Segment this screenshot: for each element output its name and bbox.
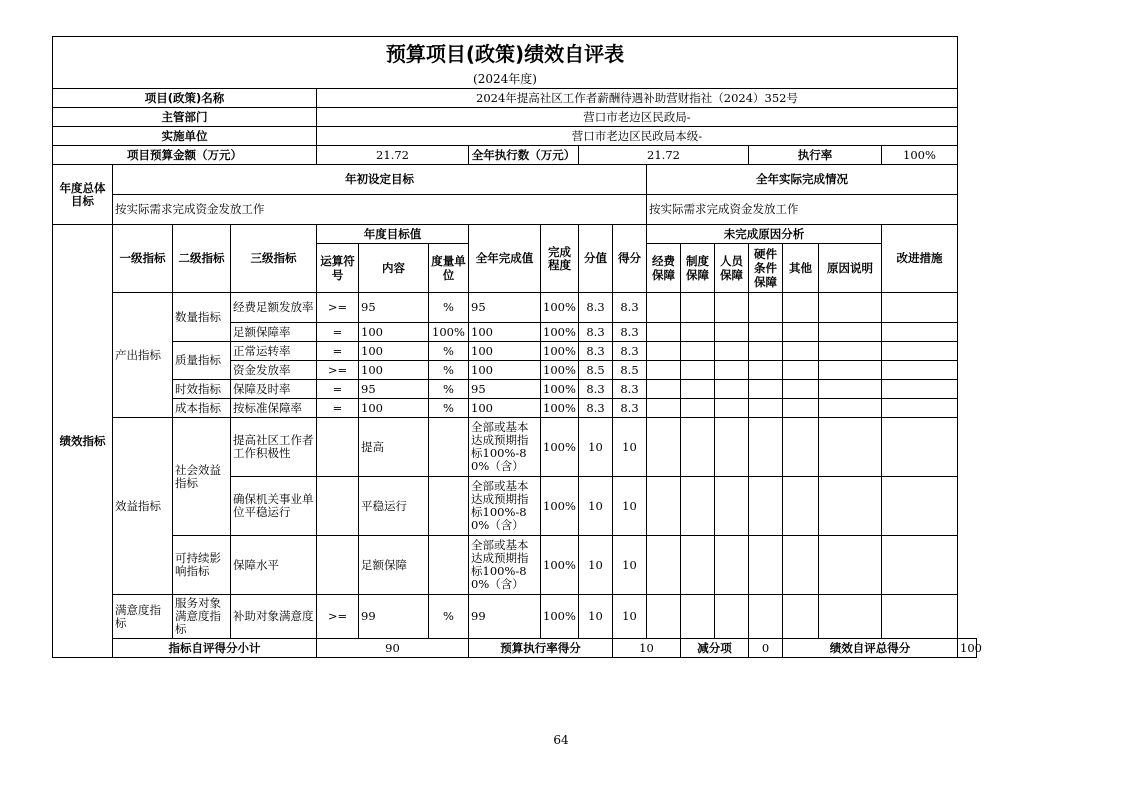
indicator-op: =: [317, 342, 359, 361]
total-score-value: 100: [958, 639, 977, 658]
indicator-op: [317, 418, 359, 477]
indicator-content: 100: [359, 323, 429, 342]
indicator-content: 99: [359, 595, 429, 639]
indicator-op: =: [317, 399, 359, 418]
unit-label: 实施单位: [53, 127, 317, 146]
dept-label: 主管部门: [53, 108, 317, 127]
indicator-degree: 100%: [541, 399, 579, 418]
indicator-degree: 100%: [541, 323, 579, 342]
level3-header: 三级指标: [231, 225, 317, 293]
fix-header: 改进措施: [882, 225, 958, 293]
indicator-actual: 95: [469, 293, 541, 323]
project-name-label: 项目(政策)名称: [53, 89, 317, 108]
indicator-got: 10: [613, 536, 647, 595]
indicator-degree: 100%: [541, 380, 579, 399]
indicator-op: >=: [317, 293, 359, 323]
indicator-got: 10: [613, 595, 647, 639]
form-title: 预算项目(政策)绩效自评表: [53, 37, 958, 72]
indicator-unit: %: [429, 342, 469, 361]
group-cost: 成本指标: [173, 399, 231, 418]
goal-set-text: 按实际需求完成资金发放工作: [113, 195, 647, 225]
group-effect: 效益指标: [113, 418, 173, 595]
reason-note-header: 原因说明: [819, 244, 882, 293]
group-satisfy: 满意度指标: [113, 595, 173, 639]
indicator-name: 保障水平: [231, 536, 317, 595]
goal-actual-header: 全年实际完成情况: [647, 165, 958, 195]
subtotal-label: 指标自评得分小计: [113, 639, 317, 658]
indicator-unit: %: [429, 399, 469, 418]
indicator-name: 提高社区工作者工作积极性: [231, 418, 317, 477]
indicator-got: 10: [613, 418, 647, 477]
indicator-content: 100: [359, 399, 429, 418]
form-year: (2024年度): [53, 71, 958, 89]
page-number: 64: [553, 733, 569, 747]
indicator-actual: 100: [469, 342, 541, 361]
budget-label: 项目预算金额（万元）: [53, 146, 317, 165]
indicator-op: >=: [317, 595, 359, 639]
indicator-score: 10: [579, 477, 613, 536]
group-service: 服务对象满意度指标: [173, 595, 231, 639]
indicator-op: =: [317, 323, 359, 342]
indicator-unit: 100%: [429, 323, 469, 342]
rate-value: 100%: [882, 146, 958, 165]
exec-score-value: 10: [613, 639, 681, 658]
exec-value: 21.72: [579, 146, 749, 165]
annual-target-header: 年度目标值: [317, 225, 469, 244]
group-time: 时效指标: [173, 380, 231, 399]
actual-value-header: 全年完成值: [469, 225, 541, 293]
indicator-unit: %: [429, 361, 469, 380]
indicator-unit: [429, 418, 469, 477]
indicator-actual: 全部或基本达成预期指标100%-80%（含）: [469, 477, 541, 536]
group-sustain: 可持续影响指标: [173, 536, 231, 595]
deduct-value: 0: [749, 639, 783, 658]
indicator-got: 8.3: [613, 380, 647, 399]
indicator-name: 确保机关事业单位平稳运行: [231, 477, 317, 536]
indicator-score: 8.3: [579, 342, 613, 361]
budget-value: 21.72: [317, 146, 469, 165]
indicator-got: 8.3: [613, 399, 647, 418]
performance-self-evaluation-table: [52, 36, 982, 658]
indicator-score: 8.3: [579, 399, 613, 418]
indicator-score: 8.3: [579, 380, 613, 399]
rate-label: 执行率: [749, 146, 882, 165]
indicator-unit: %: [429, 380, 469, 399]
indicator-degree: 100%: [541, 418, 579, 477]
exec-label: 全年执行数（万元）: [469, 146, 579, 165]
indicator-unit: %: [429, 293, 469, 323]
group-quantity: 数量指标: [173, 293, 231, 342]
deduct-label: 减分项: [681, 639, 749, 658]
indicator-content: 100: [359, 361, 429, 380]
goal-set-header: 年初设定目标: [113, 165, 647, 195]
indicator-got: 8.3: [613, 323, 647, 342]
indicator-actual: 95: [469, 380, 541, 399]
indicator-degree: 100%: [541, 477, 579, 536]
indicator-actual: 99: [469, 595, 541, 639]
degree-header: 完成程度: [541, 225, 579, 293]
indicator-got: 8.3: [613, 342, 647, 361]
indicator-score: 8.3: [579, 293, 613, 323]
reason-system-header: 制度保障: [681, 244, 715, 293]
group-social: 社会效益指标: [173, 418, 231, 536]
indicator-op: =: [317, 380, 359, 399]
unit-header: 度量单位: [429, 244, 469, 293]
indicator-content: 95: [359, 380, 429, 399]
reasons-header: 未完成原因分析: [647, 225, 882, 244]
got-header: 得分: [613, 225, 647, 293]
indicator-op: [317, 477, 359, 536]
indicator-name: 正常运转率: [231, 342, 317, 361]
indicator-actual: 100: [469, 361, 541, 380]
indicator-name: 资金发放率: [231, 361, 317, 380]
indicator-got: 8.5: [613, 361, 647, 380]
indicator-actual: 全部或基本达成预期指标100%-80%（含）: [469, 418, 541, 477]
indicator-content: 平稳运行: [359, 477, 429, 536]
project-name-value: 2024年提高社区工作者薪酬待遇补助营财指社（2024）352号: [317, 89, 958, 108]
dept-value: 营口市老边区民政局-: [317, 108, 958, 127]
indicator-name: 经费足额发放率: [231, 293, 317, 323]
reason-staff-header: 人员保障: [715, 244, 749, 293]
indicator-score: 10: [579, 536, 613, 595]
unit-value: 营口市老边区民政局本级-: [317, 127, 958, 146]
indicator-degree: 100%: [541, 361, 579, 380]
indicator-got: 8.3: [613, 293, 647, 323]
indicator-actual: 100: [469, 399, 541, 418]
reason-funding-header: 经费保障: [647, 244, 681, 293]
level1-header: 一级指标: [113, 225, 173, 293]
content-header: 内容: [359, 244, 429, 293]
indicator-degree: 100%: [541, 342, 579, 361]
indicator-content: 提高: [359, 418, 429, 477]
total-score-label: 绩效自评总得分: [783, 639, 958, 658]
reason-other-header: 其他: [783, 244, 819, 293]
reason-hardware-header: 硬件条件保障: [749, 244, 783, 293]
indicator-degree: 100%: [541, 293, 579, 323]
indicator-score: 8.3: [579, 323, 613, 342]
indicator-op: >=: [317, 361, 359, 380]
score-header: 分值: [579, 225, 613, 293]
group-output: 产出指标: [113, 293, 173, 418]
subtotal-value: 90: [317, 639, 469, 658]
indicator-op: [317, 536, 359, 595]
indicator-name: 按标准保障率: [231, 399, 317, 418]
indicator-actual: 全部或基本达成预期指标100%-80%（含）: [469, 536, 541, 595]
indicator-name: 补助对象满意度: [231, 595, 317, 639]
indicator-unit: [429, 536, 469, 595]
goal-actual-text: 按实际需求完成资金发放工作: [647, 195, 958, 225]
indicator-content: 100: [359, 342, 429, 361]
indicator-score: 8.5: [579, 361, 613, 380]
indicator-unit: [429, 477, 469, 536]
indicator-got: 10: [613, 477, 647, 536]
indicator-score: 10: [579, 595, 613, 639]
indicator-actual: 100: [469, 323, 541, 342]
exec-score-label: 预算执行率得分: [469, 639, 613, 658]
level2-header: 二级指标: [173, 225, 231, 293]
group-quality: 质量指标: [173, 342, 231, 380]
indicator-score: 10: [579, 418, 613, 477]
indicator-name: 足额保障率: [231, 323, 317, 342]
indicator-content: 足额保障: [359, 536, 429, 595]
indicator-degree: 100%: [541, 595, 579, 639]
perf-indicator-label: 绩效指标: [53, 225, 113, 658]
indicator-degree: 100%: [541, 536, 579, 595]
indicator-content: 95: [359, 293, 429, 323]
indicator-name: 保障及时率: [231, 380, 317, 399]
indicator-unit: %: [429, 595, 469, 639]
op-header: 运算符号: [317, 244, 359, 293]
annual-goal-label: 年度总体目标: [53, 165, 113, 225]
